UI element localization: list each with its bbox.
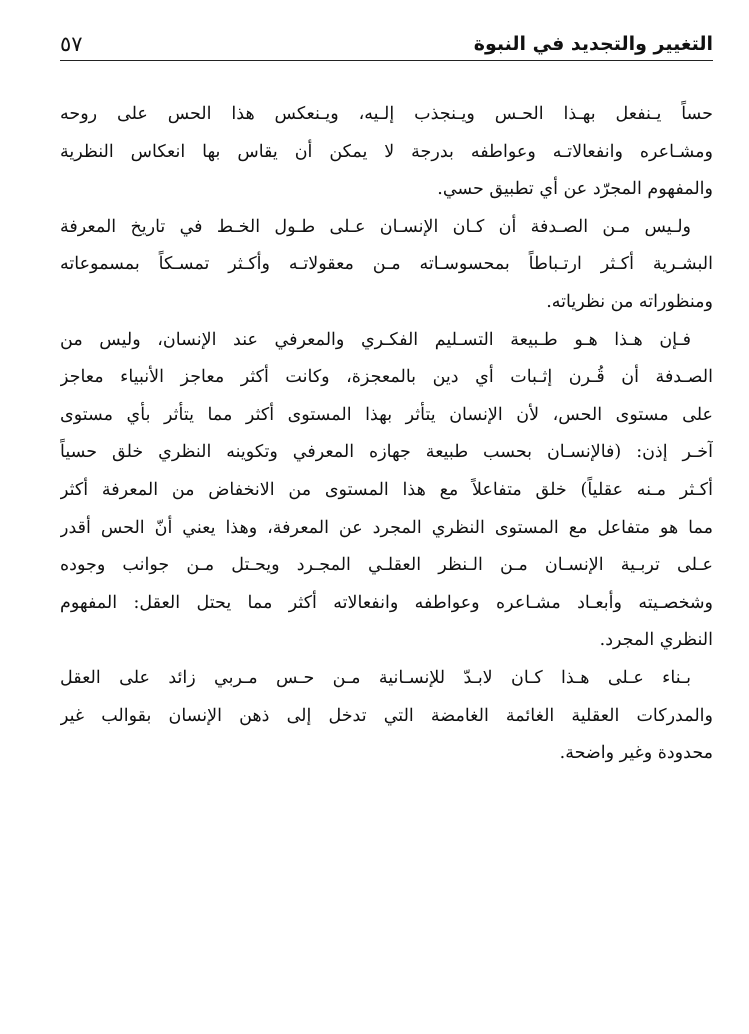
text-line: حساً يـنفعل بهـذا الحـس ويـنجذب إلـيه، ويـنعكس هذا الحس على روحه [60, 104, 713, 124]
text-line: ولـيس مـن الصـدفة أن كـان الإنسـان عـلى طـول الخـط في تاريخ المعرفة [60, 216, 691, 237]
text-line: والمدركات العقلية الغائمة الغامضة التي تدخل إلى ذهن الإنسان بقوالب غير [60, 705, 713, 726]
text-line: أكـثر مـنه عقلياً) خلق متفاعلاً مع هذا المستوى من الانخفاض من المعرفة أكثر [60, 479, 713, 500]
text-line: النظري المجرد. [599, 630, 713, 651]
running-header [60, 26, 713, 58]
paragraph [60, 209, 713, 322]
text-line: عـلى تربـية الإنسـان مـن الـنظر العقلـي المجـرد ويحـتل مـن جوانب وجوده [60, 555, 713, 576]
page-number: ٥٧ [60, 32, 83, 56]
header-rule [60, 60, 713, 61]
text-line: ومنظوراته من نظرياته. [546, 291, 713, 312]
text-line: والمفهوم المجرّد عن أي تطبيق حسي. [437, 179, 713, 200]
text-line: بـناء عـلى هـذا كـان لابـدّ للإنسـانية مـن حـس مـربي زائد على العقل [60, 667, 691, 688]
body-text [60, 96, 713, 773]
paragraph [60, 322, 713, 660]
text-line: وشخصـيته وأبعـاد مشـاعره وعواطفه وانفعالاته أكثر مما يحتل العقل: المفهوم [60, 592, 713, 613]
text-line: البشـرية أكـثر ارتـباطاً بمحسوسـاته مـن معقولاتـه وأكـثر تمسـكاً بمسموعاته [60, 254, 713, 275]
text-line: آخـر إذن: (فالإنسـان بحسب طبيعة جهازه المعرفي وتكوينه النظري خلق حسياً [60, 442, 713, 463]
text-line: على مستوى الحس، لأن الإنسان يتأثر بهذا المستوى أكثر مما يتأثر بأي مستوى [60, 404, 713, 425]
text-line: ومشـاعره وانفعالاتـه وعواطفه بدرجة لا يمكن أن يقاس بها انعكاس النظرية [60, 141, 713, 162]
text-line: فـإن هـذا هـو طـبيعة التسـليم الفكـري والمعرفي عند الإنسان، وليس من [60, 329, 691, 350]
header-title: التغيير والتجديد في النبوة [473, 33, 713, 55]
text-line: الصـدفة أن قُـرن إثـبات أي دين بالمعجزة، وكانت أكثر معاجز الأنبياء معاجز [60, 367, 713, 388]
paragraph [60, 96, 713, 209]
text-line: محدودة وغير واضحة. [559, 743, 713, 764]
text-line: مما هو متفاعل مع المستوى النظري المجرد عن المعرفة، وهذا يعني أنّ الحس أقدر [60, 517, 713, 538]
paragraph [60, 660, 713, 773]
